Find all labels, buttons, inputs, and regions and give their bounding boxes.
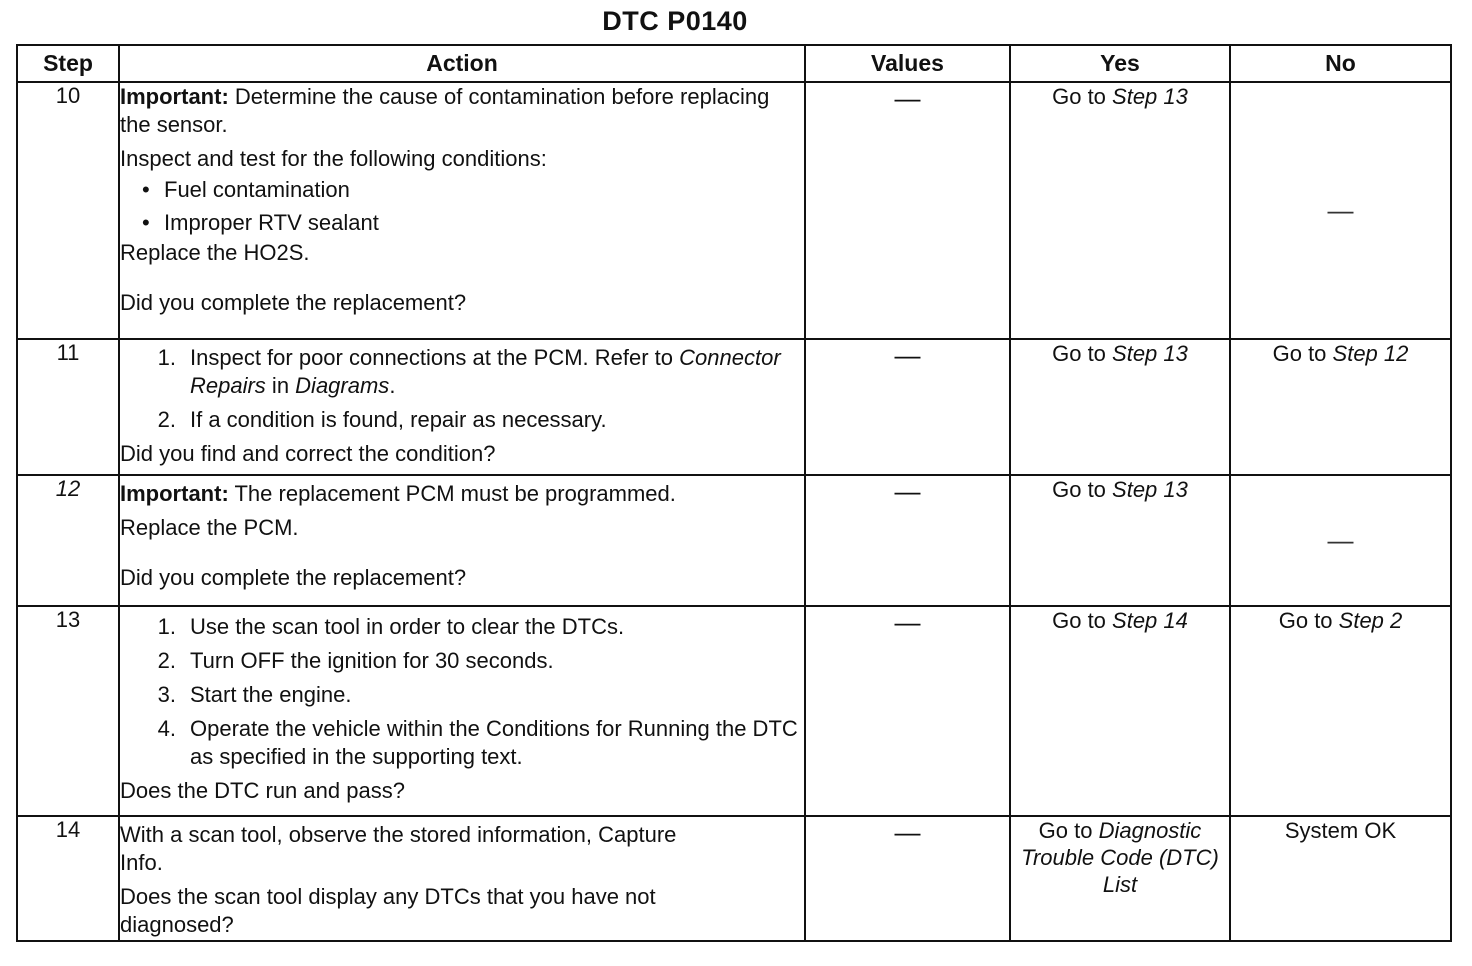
list-item: 3. Start the engine. (157, 682, 352, 707)
values-cell: — (805, 339, 1010, 475)
step-number: 11 (17, 339, 119, 475)
table-row (17, 606, 1451, 816)
list-item: • Improper RTV sealant (120, 206, 804, 239)
action-text: With a scan tool, observe the stored information, Capture Info. (120, 822, 677, 875)
important-note (120, 83, 804, 139)
step-number: 13 (17, 606, 119, 816)
important-label: Important: (120, 84, 229, 109)
yes-cell: Go to Step 13 (1010, 82, 1230, 339)
action-question: Did you complete the replacement? (120, 290, 467, 315)
yes-step-link[interactable]: Step 14 (1112, 608, 1188, 633)
action-cell (119, 82, 805, 339)
table-row (17, 82, 1451, 339)
no-cell: — (1230, 475, 1451, 606)
table-row (17, 816, 1451, 941)
connector-repairs-link[interactable]: Connector Repairs (190, 345, 781, 398)
yes-cell: Go to Step 14 (1010, 606, 1230, 816)
action-cell (119, 339, 805, 475)
values-cell: — (805, 816, 1010, 941)
table-header-row (17, 45, 1451, 82)
header-action: Action (119, 45, 805, 82)
important-text: Determine the cause of contamination before replacing the sensor. (120, 84, 770, 137)
bullet-icon: • (142, 177, 150, 202)
no-step-link[interactable]: Step 12 (1332, 341, 1409, 366)
yes-cell: Go to Step 13 (1010, 475, 1230, 606)
yes-step-link[interactable]: Step 13 (1112, 341, 1188, 366)
no-cell: Go to Step 2 (1230, 606, 1451, 816)
action-question: Does the DTC run and pass? (120, 778, 405, 803)
values-cell: — (805, 606, 1010, 816)
action-text: Replace the HO2S. (120, 240, 310, 265)
page-title: DTC P0140 (602, 6, 748, 36)
action-question: Did you find and correct the condition? (120, 441, 496, 466)
dtc-list-link[interactable]: Diagnostic Trouble Code (DTC) List (1021, 818, 1219, 897)
action-cell (119, 475, 805, 606)
action-intro: Inspect and test for the following conditions: (120, 146, 547, 171)
diagrams-link[interactable]: Diagrams (295, 373, 390, 398)
action-question: Does the scan tool display any DTCs that you have not diagnosed? (120, 884, 656, 937)
important-label: Important: (120, 481, 229, 506)
table-row (17, 475, 1451, 606)
no-cell: Go to Step 12 (1230, 339, 1451, 475)
important-text: The replacement PCM must be programmed. (228, 481, 676, 506)
list-item: 4. Operate the vehicle within the Conditions for Running the DTC as specified in the supporting text. (157, 716, 798, 769)
diagnostic-table (16, 44, 1452, 942)
no-step-link[interactable]: Step 2 (1338, 608, 1403, 633)
header-no: No (1230, 45, 1451, 82)
values-cell: — (805, 82, 1010, 339)
action-cell (119, 816, 805, 941)
no-cell: — (1230, 82, 1451, 339)
list-item: 1. Use the scan tool in order to clear the DTCs. (157, 614, 625, 639)
yes-cell: Go to Step 13 (1010, 339, 1230, 475)
yes-step-link[interactable]: Step 13 (1112, 84, 1188, 109)
list-item: 1. Inspect for poor connections at the PCM. Refer to Connector Repairs in Diagrams. (157, 345, 781, 398)
header-yes: Yes (1010, 45, 1230, 82)
yes-cell: Go to Diagnostic Trouble Code (DTC) List (1010, 816, 1230, 941)
values-cell: — (805, 475, 1010, 606)
list-item: 2. If a condition is found, repair as necessary. (157, 407, 607, 432)
action-text: Replace the PCM. (120, 515, 299, 540)
list-item: 2. Turn OFF the ignition for 30 seconds. (157, 648, 554, 673)
header-step: Step (17, 45, 119, 82)
list-item: • Fuel contamination (120, 173, 804, 206)
action-cell (119, 606, 805, 816)
step-number: 12 (17, 475, 119, 606)
important-note (120, 480, 804, 508)
step-number: 14 (17, 816, 119, 941)
table-row (17, 339, 1451, 475)
no-cell: System OK (1230, 816, 1451, 941)
bullet-icon: • (142, 210, 150, 235)
header-values: Values (805, 45, 1010, 82)
yes-step-link[interactable]: Step 13 (1112, 477, 1188, 502)
step-number: 10 (17, 82, 119, 339)
action-question: Did you complete the replacement? (120, 565, 467, 590)
